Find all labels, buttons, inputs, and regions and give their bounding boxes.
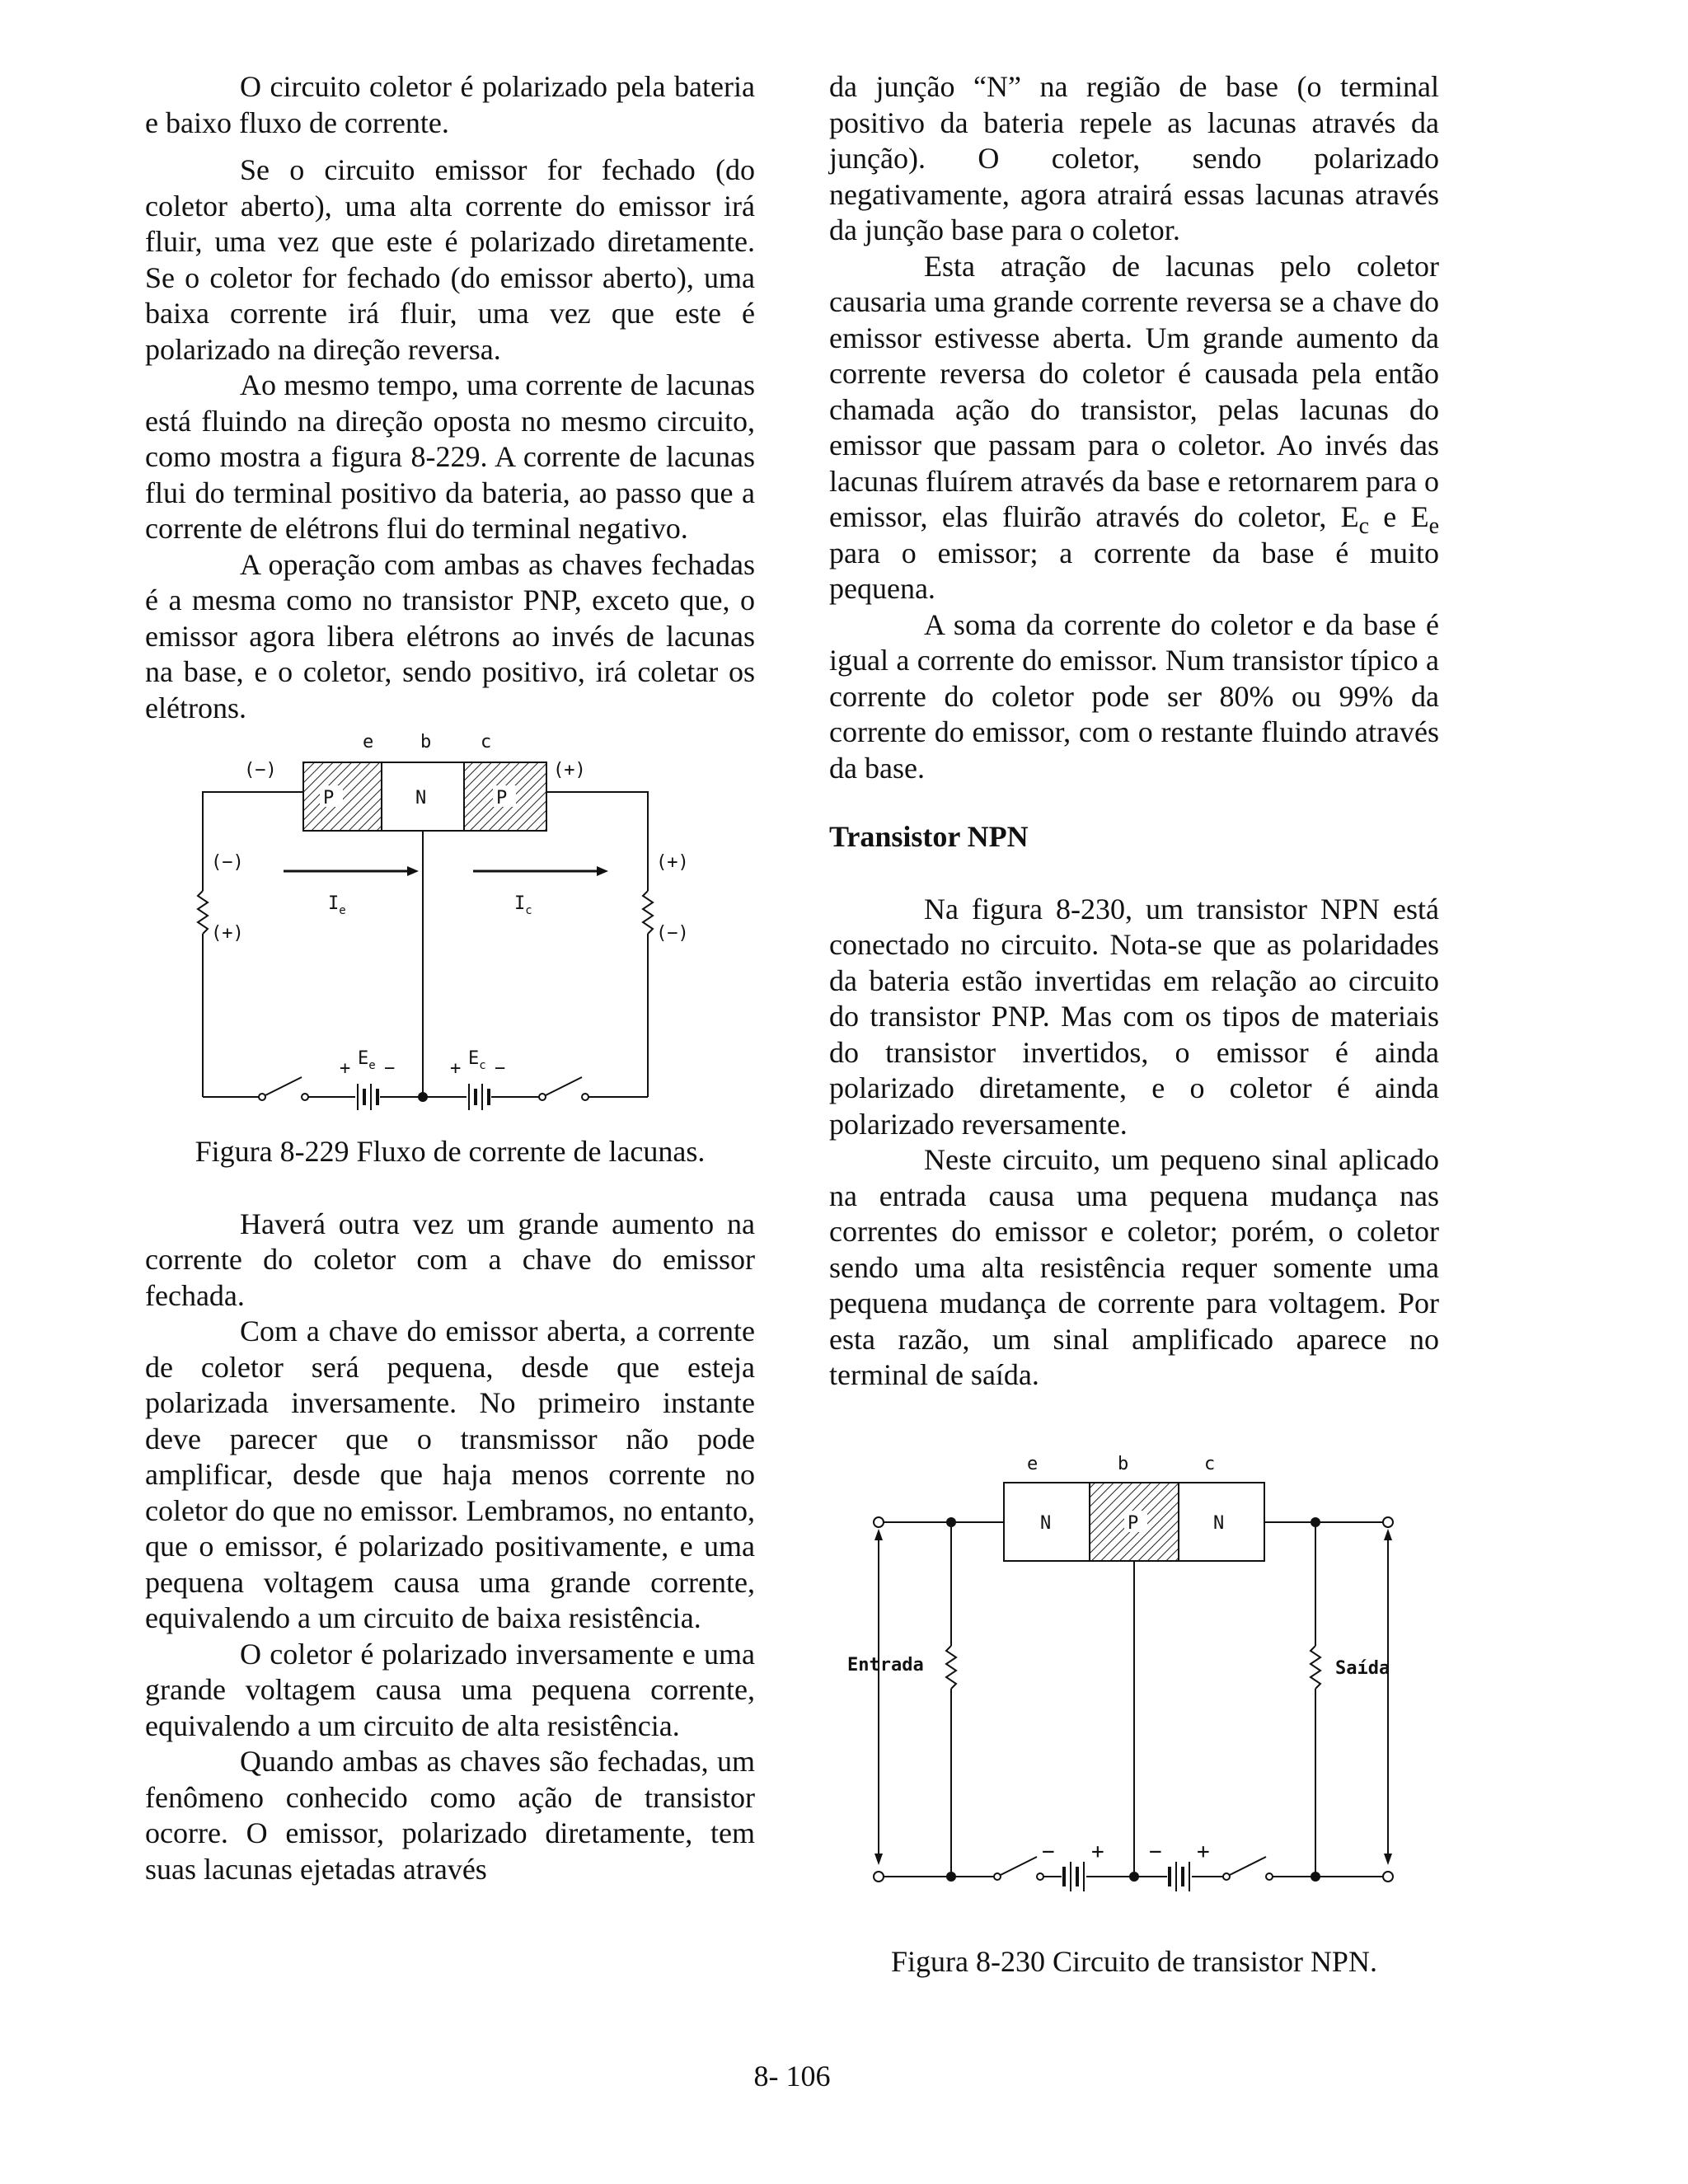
polarity-label: (+) [553,760,586,780]
right-column [829,69,1439,1980]
left-column [145,69,755,1887]
paragraph: Quando ambas as chaves são fechadas, um fenômeno conhecido como ação de transistor ocorre. O emissor, polarizado diretamente, tem suas lacunas ejetadas através [145,1745,755,1886]
battery-emitter-label: $E_e$ [358,1048,376,1072]
battery-minus: − [384,1058,396,1079]
polarity-label: (+) [211,923,244,944]
paragraph: O coletor é polarizado inversamente e uma grande voltagem causa uma pequena corrente, equivalendo a um circuito de alta resistência. [145,1637,755,1742]
battery-minus: − [1149,1839,1162,1864]
polarity-label: (+) [656,852,689,873]
battery-plus: + [1197,1839,1210,1864]
current-emitter-label: $I_e$ [328,893,346,917]
region-label: P [1128,1512,1139,1534]
output-label: Saída [1335,1657,1390,1679]
battery-plus: + [340,1058,351,1079]
paragraph: Se o circuito emissor for fechado (do coletor aberto), uma alta corrente do emissor irá fluir, uma vez que este é polarizado diretamente. Se o coletor for fechado (do emissor aberto), uma baixa corrente irá fluir, uma vez que este é polarizado na direção reversa. [145,153,755,366]
page-number: 8- 106 [753,2060,831,2093]
region-label: P [496,788,508,808]
region-label: N [1213,1512,1225,1534]
figure-caption: Figura 8-230 Circuito de transistor NPN. [891,1944,1377,1978]
region-label: N [1040,1512,1052,1534]
battery-minus: − [495,1058,506,1079]
paragraph: O circuito coletor é polarizado pela bateria e baixo fluxo de corrente. [145,70,755,139]
battery-collector-label: $E_c$ [468,1048,486,1072]
label-emitter: e [1027,1453,1039,1474]
paragraph: Com a chave do emissor aberta, a corrente de coletor será pequena, desde que esteja polarizada inversamente. No primeiro instante deve parecer que o transmissor não pode amplificar, desde que haja menos corrente no coletor do que no emissor. Lembramos, no entanto, que o emissor, é polarizado positivamente, e uma pequena voltagem causa uma grande corrente, equivalendo a um circuito de baixa resistência. [145,1315,755,1634]
battery-plus: + [450,1058,462,1079]
region-label: P [323,788,335,808]
paragraph: Esta atração de lacunas pelo coletor causaria uma grande corrente reversa se a chave do emissor estivesse aberta. Um grande aumento da corrente reversa do coletor é causada pela então chamada ação do transistor, pelas lacunas do emissor que passam para o coletor. Ao invés das lacunas fluírem através da base e retornarem para o emissor, elas fluirão através do coletor, $E_c$ e $E_e$ para o emissor; a corrente da base é muito pequena. [829,249,1439,605]
paragraph: A soma da corrente do coletor e da base é igual a corrente do emissor. Num transistor típico a corrente do coletor pode ser 80% ou 99% da corrente do emissor, com o restante fluindo através da base. [829,607,1439,785]
section-heading: Transistor NPN [829,820,1029,853]
paragraph: Na figura 8-230, um transistor NPN está conectado no circuito. Nota-se que as polaridades da bateria estão invertidas em relação ao circuito do transistor PNP. Mas com os tipos de materiais do transistor invertidos, o emissor é ainda polarizado diretamente, e o coletor é ainda polarizado reversamente. [829,892,1439,1141]
label-emitter: e [363,732,374,752]
polarity-label: (−) [211,852,244,873]
paragraph: A operação com ambas as chaves fechadas é a mesma como no transistor PNP, exceto que, o emissor agora libera elétrons ao invés de lacunas na base, e o coletor, sendo positivo, irá coletar os elétrons. [145,547,755,724]
polarity-label: (−) [244,760,277,780]
polarity-label: (−) [656,923,689,944]
paragraph: da junção “N” na região de base (o terminal positivo da bateria repele as lacunas através da junção). O coletor, sendo polarizado negativamente, agora atrairá essas lacunas através da junção base para o coletor. [829,70,1439,246]
figure-8-229-diagram [145,726,755,1134]
current-collector-label: $I_c$ [514,893,532,917]
battery-plus: + [1091,1839,1104,1864]
battery-minus: − [1042,1839,1055,1864]
figure-caption: Figura 8-229 Fluxo de corrente de lacunas. [195,1135,706,1168]
input-label: Entrada [847,1654,924,1675]
label-collector: c [481,732,492,752]
label-base: b [1118,1453,1129,1474]
paragraph: Haverá outra vez um grande aumento na corrente do coletor com a chave do emissor fechada. [145,1207,755,1312]
label-base: b [420,732,432,752]
figure-8-230-diagram [829,1450,1439,1936]
paragraph: Ao mesmo tempo, uma corrente de lacunas está fluindo na direção oposta no mesmo circuito, como mostra a figura 8-229. A corrente de lacunas flui do terminal positivo da bateria, ao passo que a corrente de elétrons flui do terminal negativo. [145,368,755,545]
paragraph: Neste circuito, um pequeno sinal aplicado na entrada causa uma pequena mudança nas correntes do emissor e coletor; porém, o coletor sendo uma alta resistência requer somente uma pequena mudança de corrente para voltagem. Por esta razão, um sinal amplificado aparece no terminal de saída. [829,1143,1439,1391]
label-collector: c [1204,1453,1216,1474]
region-label: N [415,788,427,808]
